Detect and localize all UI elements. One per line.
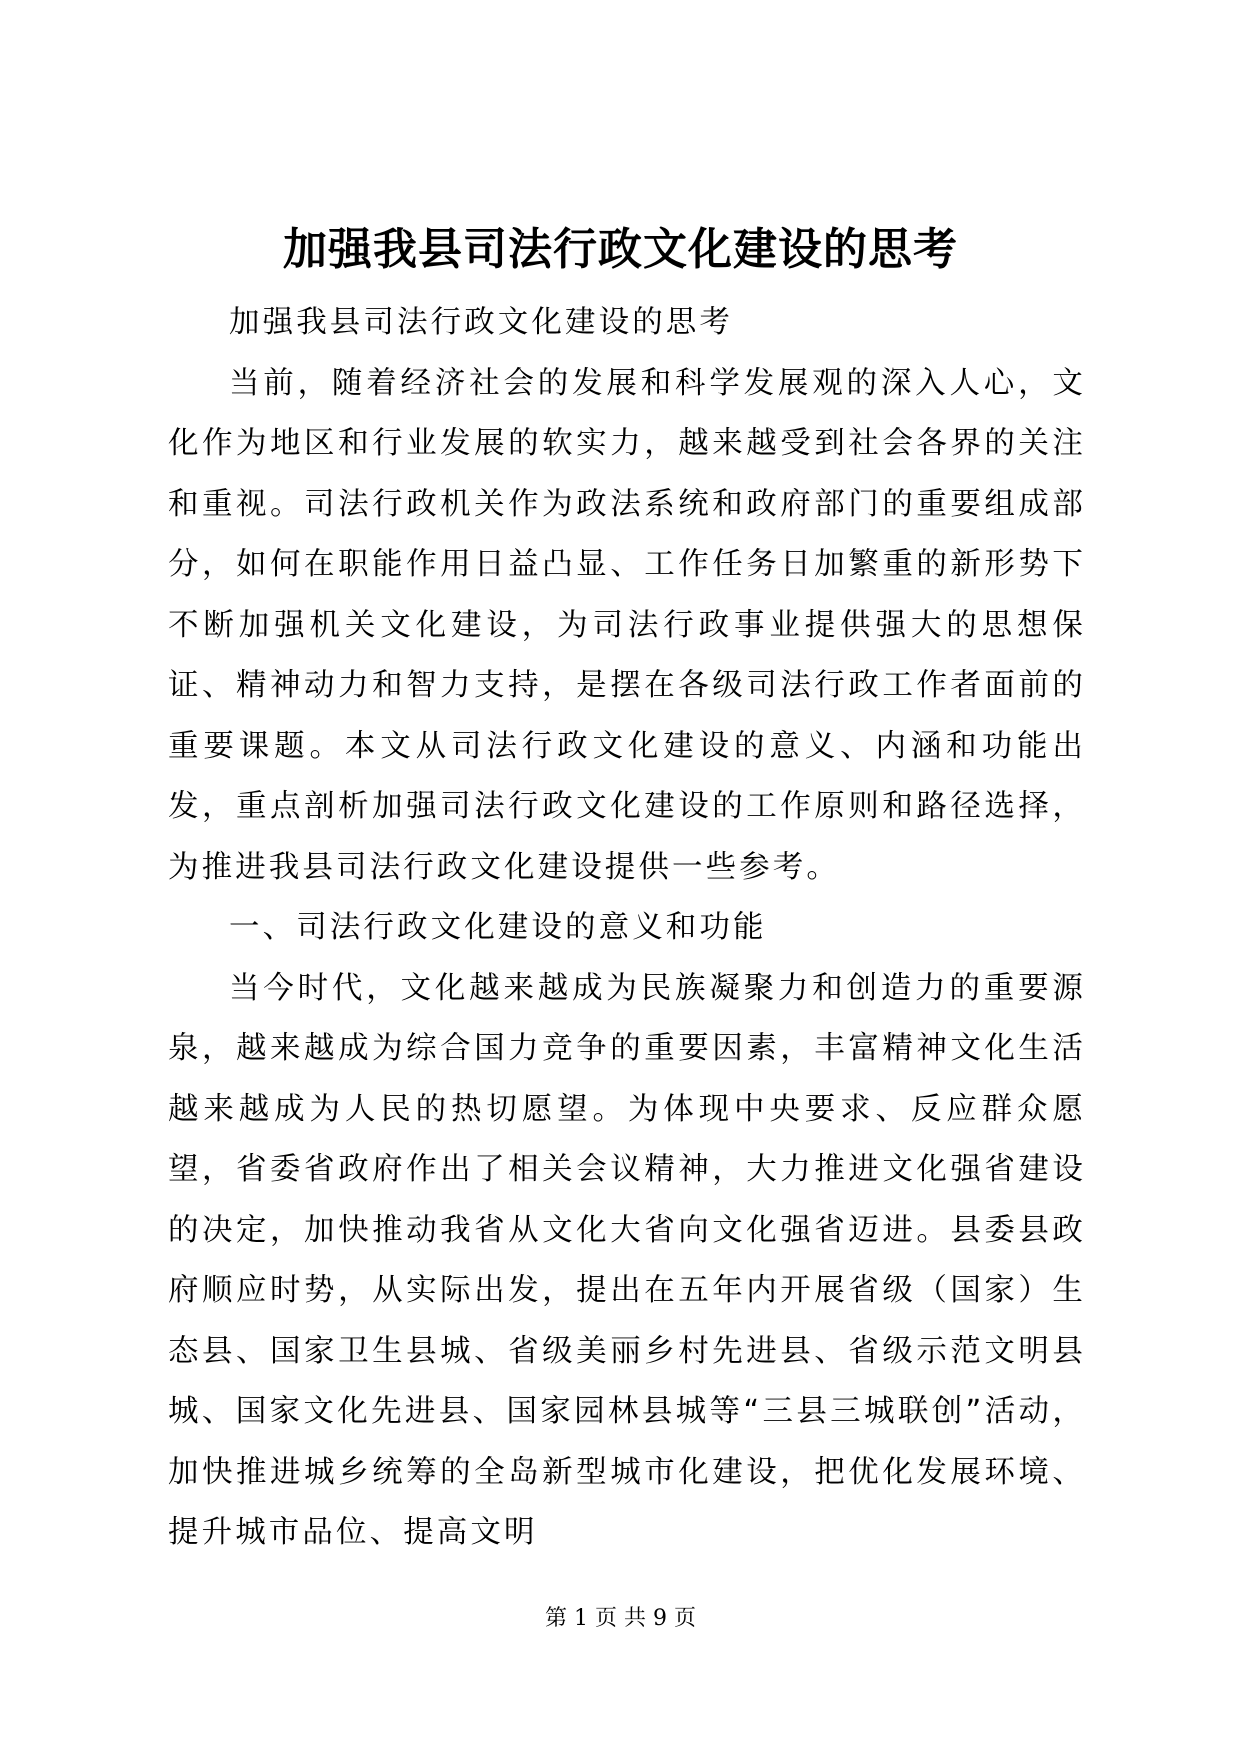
document-body	[168, 293, 1086, 1564]
section-heading: 一、司法行政文化建设的意义和功能	[229, 910, 767, 945]
page-number-footer: 第 1 页 共 9 页	[545, 1606, 696, 1631]
paragraph-section-1: 当今时代，文化越来越成为民族凝聚力和创造力的重要源泉，越来越成为综合国力竞争的重要因素，丰富精神文化生活越来越成为人民的热切愿望。为体现中央要求、反应群众愿望，省委省政府作出了相关会议精神，大力推进文化强省建设的决定，加快推动我省从文化大省向文化强省迈进。县委县政府顺应时势，从实际出发，提出在五年内开展省级（国家）生态县、国家卫生县城、省级美丽乡村先进县、省级示范文明县城、国家文化先进县、国家园林县城等“三县三城联创”活动，加快推进城乡统筹的全岛新型城市化建设，把优化发展环境、提升城市品位、提高文明	[168, 970, 1086, 1550]
paragraph-subtitle: 加强我县司法行政文化建设的思考	[229, 305, 733, 340]
paragraph-intro: 当前，随着经济社会的发展和科学发展观的深入人心，文化作为地区和行业发展的软实力，越来越受到社会各界的关注和重视。司法行政机关作为政法系统和政府部门的重要组成部分，如何在职能作用日益凸显、工作任务日加繁重的新形势下不断加强机关文化建设，为司法行政事业提供强大的思想保证、精神动力和智力支持，是摆在各级司法行政工作者面前的重要课题。本文从司法行政文化建设的意义、内涵和功能出发，重点剖析加强司法行政文化建设的工作原则和路径选择，为推进我县司法行政文化建设提供一些参考。	[168, 365, 1086, 885]
document-title: 加强我县司法行政文化建设的思考	[283, 224, 958, 275]
